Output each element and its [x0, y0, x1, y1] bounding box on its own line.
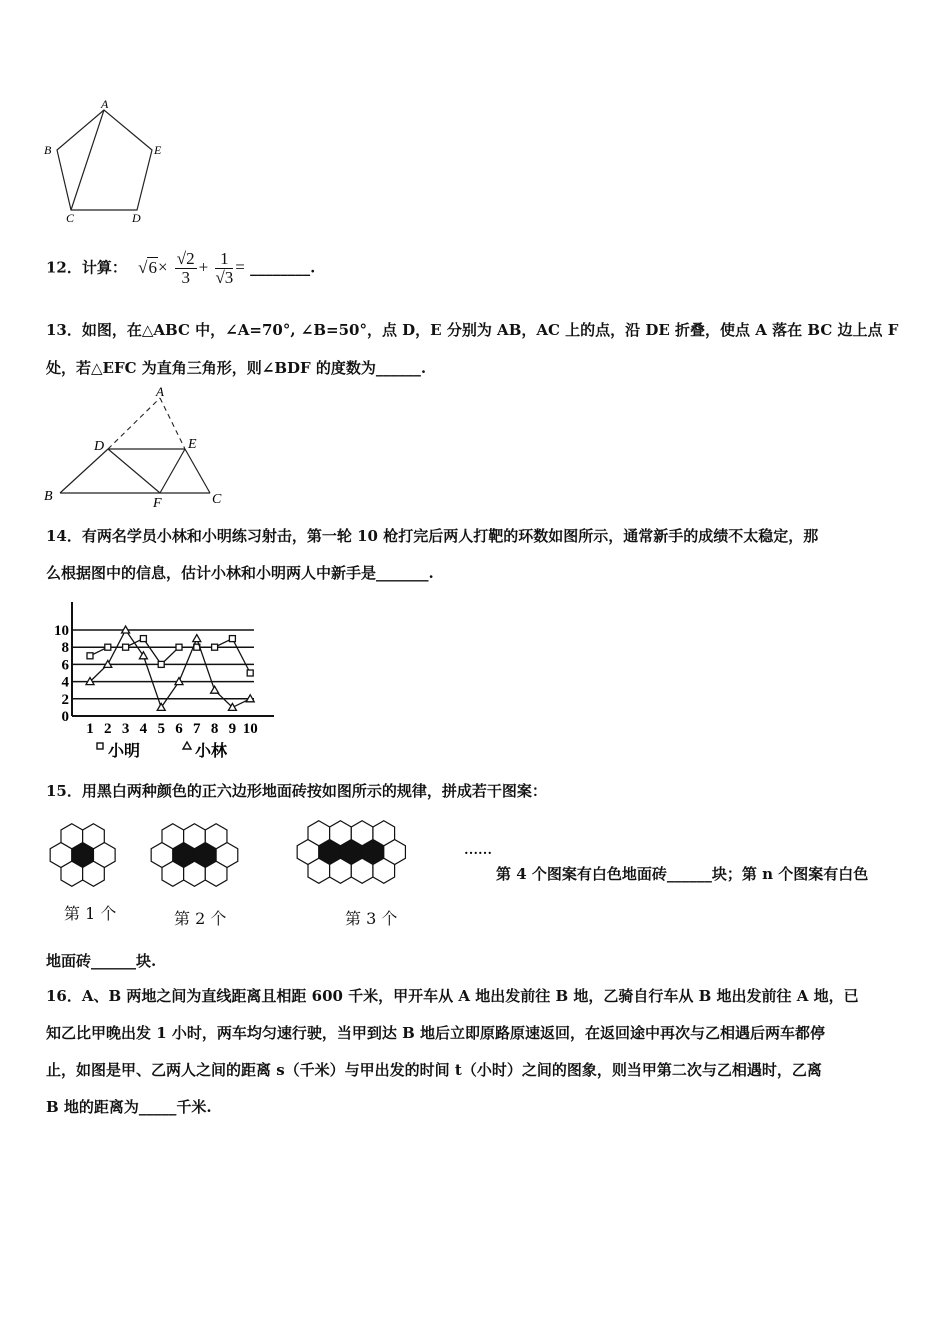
q12-fraction-2: $\frac{1}{√3}$: [215, 249, 234, 287]
legend-triangle-marker: [183, 742, 191, 749]
chart-x-tick-label: 2: [104, 721, 112, 737]
white-tile: [162, 824, 184, 849]
q15-side-text: 第 4 个图案有白色地面砖______块；第 n 个图案有白色: [496, 865, 869, 883]
chart-y-tick-label: 0: [61, 709, 69, 725]
fold-label-c: C: [212, 492, 222, 507]
white-tile: [83, 861, 105, 886]
q13-line-2: 处，若△EFC 为直角三角形，则∠BDF 的度数为______.: [46, 359, 427, 377]
chart-x-tick-label: 5: [157, 721, 165, 737]
q13-line-1: 13．如图，在△ABC 中，∠A=70°, ∠B=50°，点 D，E 分别为 AB，AC 上的点，沿 DE 折叠，使点 A 落在 BC 边上点 F: [46, 321, 899, 339]
chart-series-line-1: [90, 639, 250, 673]
q12-answer-blank: ________.: [250, 258, 316, 277]
vertex-label-e: E: [154, 143, 162, 157]
chart-x-tick-label: 1: [86, 721, 94, 737]
white-tile: [83, 824, 105, 849]
legend-ming: 小明: [108, 743, 141, 760]
white-tile: [330, 821, 352, 846]
fold-label-e: E: [188, 437, 197, 452]
chart-point-ming: [158, 661, 164, 667]
chart-point-ming: [105, 644, 111, 650]
white-tile: [351, 858, 373, 883]
shooting-score-chart: [44, 598, 289, 766]
q15-line-1: 15．用黑白两种颜色的正六边形地面砖按如图所示的规律，拼成若干图案：: [46, 782, 547, 800]
fold-label-f: F: [153, 496, 162, 508]
q12-fraction-1: $\frac{√2}{3}$: [176, 249, 195, 287]
chart-x-tick-label: 9: [228, 721, 237, 737]
white-tile: [330, 858, 352, 883]
chart-point-ming: [140, 636, 146, 642]
white-tile: [184, 824, 206, 849]
white-tile: [162, 861, 184, 886]
vertex-label-b: B: [44, 143, 52, 157]
white-tile: [373, 821, 395, 846]
white-tile: [373, 858, 395, 883]
fold-label-b: B: [44, 489, 53, 504]
chart-point-ming: [229, 636, 235, 642]
white-tile: [308, 858, 330, 883]
pentagon-figure: [38, 98, 178, 224]
q16-line-3: 止，如图是甲、乙两人之间的距离 s（千米）与甲出发的时间 t（小时）之间的图象，则当甲第二次与乙相遇时，乙离: [46, 1061, 822, 1079]
pattern-caption-2: 第 2 个: [174, 909, 227, 928]
q15-line-2: 地面砖______块.: [46, 952, 157, 970]
q12-equals: =: [235, 257, 245, 277]
chart-point-ming: [247, 670, 253, 676]
chart-point-ming: [212, 644, 218, 650]
hexagon-tile-patterns: [40, 808, 510, 900]
fold-label-a: A: [156, 386, 164, 399]
vertex-label-d: D: [132, 211, 141, 224]
q16-line-1: 16．A、B 两地之间为直线距离且相距 600 千米，甲开车从 A 地出发前往 B 地，乙骑自行车从 B 地出发前往 A 地，已: [46, 987, 859, 1005]
chart-y-tick-label: 2: [61, 691, 69, 708]
fold-label-d: D: [94, 439, 105, 454]
chart-y-tick-label: 8: [61, 640, 69, 657]
chart-point-ming: [123, 644, 129, 650]
white-tile: [184, 861, 206, 886]
q14-line-1: 14．有两名学员小林和小明练习射击，第一轮 10 枪打完后两人打靶的环数如图所示，通常新手的成绩不太稳定，那: [46, 527, 819, 545]
q16-line-4: B 地的距离为_____千米.: [46, 1098, 212, 1116]
q12-sqrt6: 6: [148, 257, 157, 277]
chart-x-tick-label: 6: [175, 721, 183, 737]
chart-x-tick-label: 10: [242, 721, 258, 737]
q12-plus: +: [198, 257, 209, 277]
question-12: 12．计算： √6× $\frac{√2}{3}$ + $\frac{1}{√3}$ = ________.: [46, 249, 316, 287]
white-tile: [61, 861, 83, 886]
chart-y-tick-label: 10: [54, 623, 69, 639]
q16-line-2: 知乙比甲晚出发 1 小时，两车均匀速行驶，当甲到达 B 地后立即原路原速返回，在返回途中再次与乙相遇后两车都停: [46, 1024, 826, 1042]
chart-legend: [97, 742, 228, 760]
chart-point-ming: [176, 644, 182, 650]
q12-number: 12．计算：: [46, 258, 127, 277]
chart-x-tick-label: 7: [193, 721, 201, 737]
chart-point-lin: [211, 686, 219, 693]
chart-x-tick-label: 8: [210, 721, 219, 737]
white-tile: [351, 821, 373, 846]
white-tile: [205, 824, 227, 849]
pattern-caption-3: 第 3 个: [345, 909, 398, 928]
vertex-label-c: C: [66, 211, 75, 224]
q14-line-2: 么根据图中的信息，估计小林和小明两人中新手是_______.: [46, 564, 434, 582]
chart-y-tick-label: 4: [61, 674, 69, 691]
legend-lin: 小林: [195, 743, 228, 760]
legend-square-marker: [97, 743, 103, 749]
q12-times: ×: [157, 257, 168, 277]
chart-point-lin: [193, 635, 201, 642]
vertex-label-a: A: [101, 98, 109, 111]
pattern-ellipsis: ……: [464, 843, 492, 858]
chart-y-tick-label: 6: [61, 657, 69, 674]
white-tile: [61, 824, 83, 849]
triangle-fold-figure: [40, 386, 240, 508]
chart-x-tick-label: 4: [139, 721, 148, 737]
white-tile: [205, 861, 227, 886]
pattern-caption-1: 第 1 个: [64, 904, 117, 923]
chart-point-ming: [87, 653, 93, 659]
white-tile: [308, 821, 330, 846]
chart-x-tick-label: 3: [121, 721, 130, 737]
